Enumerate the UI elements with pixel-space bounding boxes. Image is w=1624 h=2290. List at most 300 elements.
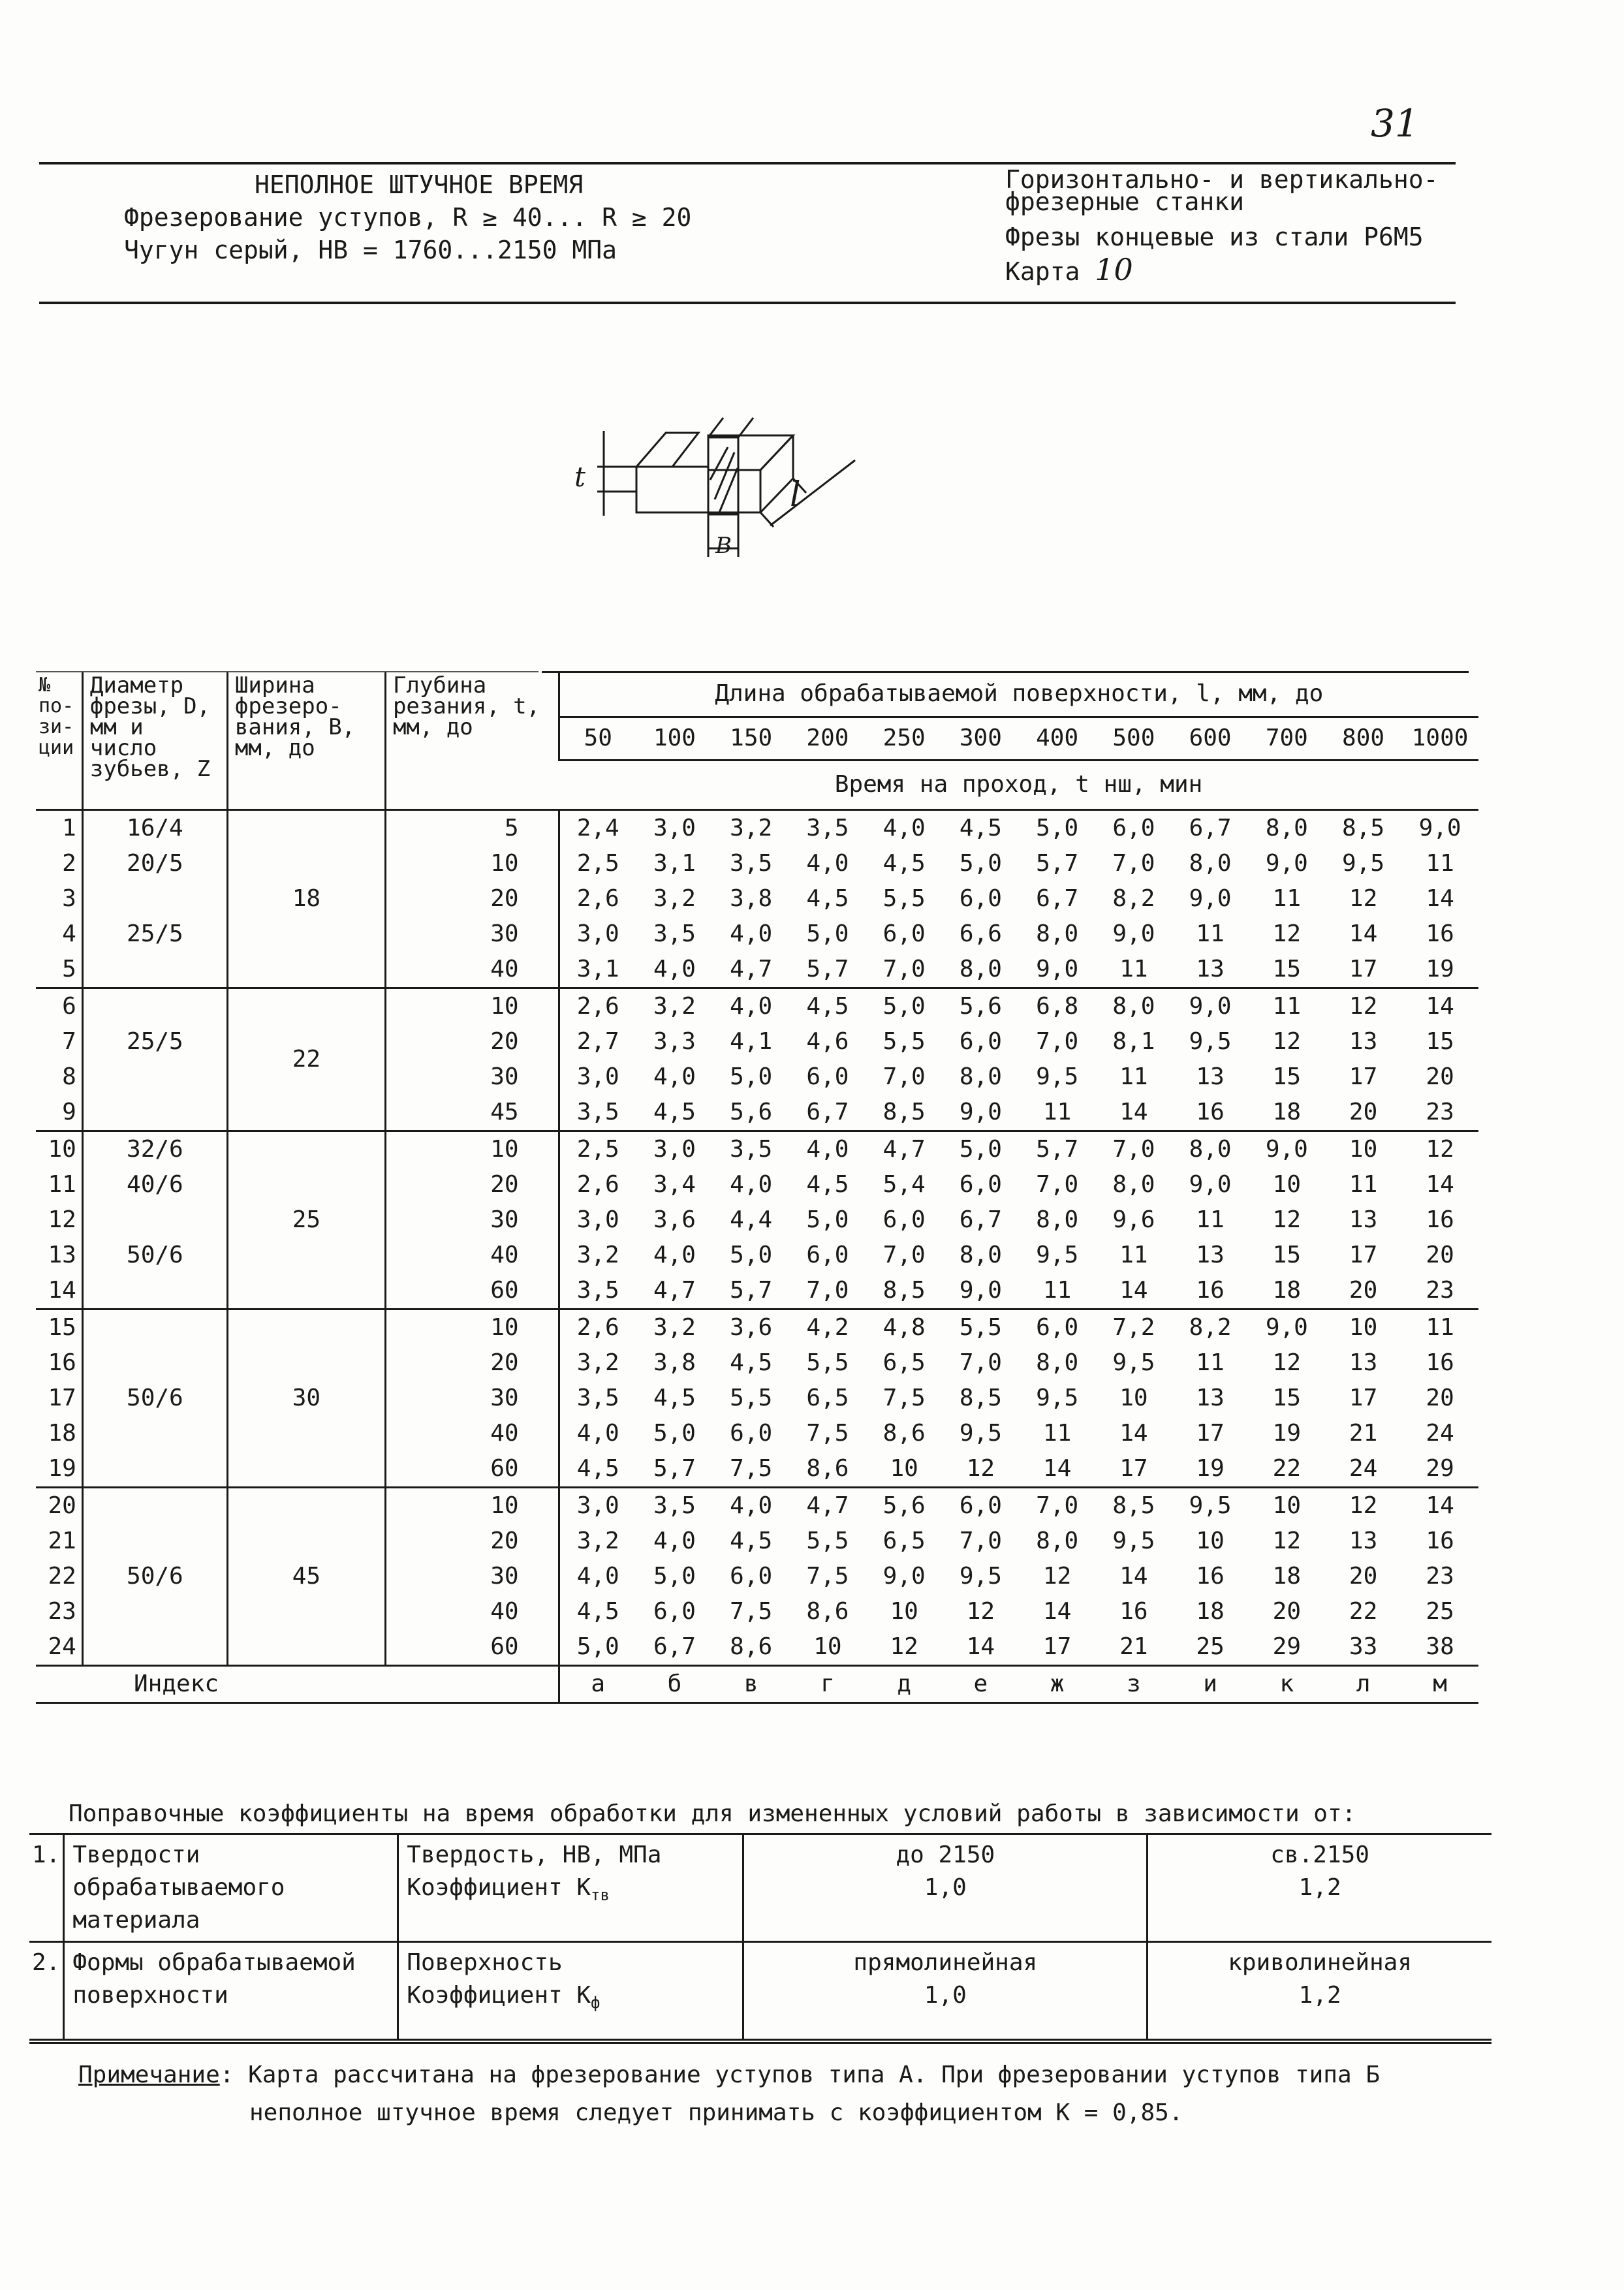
time-value: 14 xyxy=(1095,1273,1172,1310)
index-cell: м xyxy=(1401,1665,1478,1702)
header-operation: Фрезерование уступов, R ≥ 40... R ≥ 20 xyxy=(124,203,692,232)
time-value: 12 xyxy=(1349,885,1378,912)
note-label: Примечание xyxy=(78,2062,220,2088)
header-bottom-rule xyxy=(39,302,1456,304)
coef-opt1-label: до 2150 xyxy=(896,1842,995,1868)
time-value: 9,0 xyxy=(943,1095,1019,1131)
time-value: 11 xyxy=(1426,850,1454,877)
time-value: 3,2 xyxy=(653,993,696,1020)
time-value: 12 xyxy=(1272,920,1302,947)
time-value: 11 xyxy=(1349,1171,1378,1198)
row-diameter: 25/5 xyxy=(82,1024,227,1059)
step-milling-diagram xyxy=(568,401,862,558)
time-value: 3,1 xyxy=(653,850,696,877)
index-label: Индекс xyxy=(36,1665,559,1702)
header-machine-1: Горизонтально- и вертикально- xyxy=(1005,165,1439,194)
row-depth: 45 xyxy=(385,1095,559,1131)
time-value: 3,2 xyxy=(730,815,773,841)
time-value: 8,0 xyxy=(1189,850,1232,877)
row-position: 21 xyxy=(48,1528,76,1554)
length-header-cell: 500 xyxy=(1095,717,1172,760)
length-header-cell: 700 xyxy=(1249,717,1325,760)
time-value: 10 xyxy=(1196,1528,1225,1554)
time-value: 11 xyxy=(1196,1206,1225,1233)
time-value: 2,5 xyxy=(559,846,636,881)
time-value: 3,6 xyxy=(730,1314,773,1341)
time-value: 6,0 xyxy=(806,1063,849,1090)
time-value: 18 xyxy=(1196,1598,1225,1625)
time-value: 17 xyxy=(1349,1385,1378,1411)
time-value: 3,0 xyxy=(559,1202,636,1238)
time-value: 13 xyxy=(1196,1242,1225,1268)
coef-opt2 xyxy=(1148,1834,1491,1942)
time-value: 6,0 xyxy=(959,1028,1002,1055)
row-depth: 20 xyxy=(385,1524,559,1559)
time-value: 6,0 xyxy=(806,1242,849,1268)
time-value: 6,8 xyxy=(1036,993,1079,1020)
row-diameter: 50/6 xyxy=(82,1238,227,1273)
row-depth: 30 xyxy=(385,1202,559,1238)
row-diameter: 20/5 xyxy=(82,846,227,881)
time-value: 5,0 xyxy=(882,993,926,1020)
time-value: 5,7 xyxy=(1036,850,1079,877)
row-position: 22 xyxy=(48,1563,76,1590)
time-value: 3,0 xyxy=(559,1487,636,1524)
time-value: 11 xyxy=(1119,1063,1148,1090)
time-value: 14 xyxy=(1019,1451,1095,1488)
time-value: 8,5 xyxy=(1342,815,1385,841)
time-value: 14 xyxy=(1426,1171,1454,1198)
time-value: 3,5 xyxy=(653,1492,696,1519)
time-value: 8,5 xyxy=(866,1095,943,1131)
header-title: НЕПОЛНОЕ ШТУЧНОЕ ВРЕМЯ xyxy=(255,170,584,199)
time-value: 6,5 xyxy=(882,1528,926,1554)
index-cell: в xyxy=(713,1665,789,1702)
time-value: 7,5 xyxy=(713,1451,789,1488)
time-value: 4,7 xyxy=(636,1273,713,1310)
time-value: 16 xyxy=(1172,1095,1248,1131)
coef-factor: Формы обрабатываемой поверхности xyxy=(64,1942,398,2040)
time-value: 9,5 xyxy=(1036,1385,1079,1411)
row-depth: 20 xyxy=(385,1024,559,1059)
time-value: 2,6 xyxy=(559,1167,636,1202)
workpiece-top-face xyxy=(636,433,698,467)
time-value: 3,5 xyxy=(806,815,849,841)
time-value: 4,0 xyxy=(653,1242,696,1268)
time-value: 38 xyxy=(1401,1629,1478,1666)
time-value: 7,0 xyxy=(866,952,943,988)
time-value: 21 xyxy=(1095,1629,1172,1666)
time-value: 8,0 xyxy=(1112,1171,1155,1198)
time-table xyxy=(36,672,1478,1704)
time-value: 3,5 xyxy=(559,1381,636,1416)
row-position: 15 xyxy=(48,1314,76,1341)
table-row xyxy=(36,1131,1478,1167)
coef-row xyxy=(29,1834,1491,1942)
time-value: 7,0 xyxy=(1036,1028,1079,1055)
time-value: 20 xyxy=(1325,1273,1401,1310)
length-dimension-line xyxy=(770,460,855,525)
time-value: 9,0 xyxy=(1019,952,1095,988)
row-diameter xyxy=(82,952,227,988)
time-value: 6,0 xyxy=(1112,815,1155,841)
length-header-cell: 200 xyxy=(789,717,866,760)
time-value: 4,5 xyxy=(730,1528,773,1554)
time-value: 2,4 xyxy=(559,809,636,846)
row-diameter xyxy=(82,1202,227,1238)
time-value: 14 xyxy=(1349,920,1378,947)
time-value: 18 xyxy=(1249,1273,1325,1310)
time-value: 6,0 xyxy=(959,1492,1002,1519)
time-value: 4,5 xyxy=(959,815,1002,841)
row-depth: 40 xyxy=(385,1594,559,1629)
table-row xyxy=(36,988,1478,1024)
length-header-cell: 400 xyxy=(1019,717,1095,760)
time-value: 4,0 xyxy=(730,1171,773,1198)
time-value: 6,7 xyxy=(636,1629,713,1666)
time-value: 4,7 xyxy=(713,952,789,988)
row-position: 10 xyxy=(48,1136,76,1163)
row-depth: 5 xyxy=(385,809,559,846)
time-value: 14 xyxy=(1119,1420,1148,1447)
row-position: 20 xyxy=(48,1492,76,1519)
time-value: 29 xyxy=(1401,1451,1478,1488)
time-value: 4,0 xyxy=(882,815,926,841)
time-value: 5,0 xyxy=(959,1136,1002,1163)
group-width: 22 xyxy=(227,988,385,1131)
time-value: 10 xyxy=(890,1598,918,1625)
time-value: 13 xyxy=(1349,1349,1378,1376)
time-value: 14 xyxy=(1119,1563,1148,1590)
row-position: 1 xyxy=(62,815,76,841)
time-value: 3,5 xyxy=(559,1273,636,1310)
time-value: 8,2 xyxy=(1189,1314,1232,1341)
note-line-2: неполное штучное время следует принимать с коэффициентом К = 0,85. xyxy=(249,2099,1183,2126)
row-position: 2 xyxy=(62,850,76,877)
time-value: 3,3 xyxy=(653,1028,696,1055)
time-value: 5,5 xyxy=(882,1028,926,1055)
time-value: 14 xyxy=(1042,1598,1072,1625)
coef-opt2-label: криволинейная xyxy=(1228,1949,1413,1976)
time-value: 14 xyxy=(1095,1095,1172,1131)
time-value: 11 xyxy=(1019,1095,1095,1131)
coef-opt1-value: 1,0 xyxy=(924,1982,967,2009)
time-value: 6,7 xyxy=(1189,815,1232,841)
table-row xyxy=(36,1487,1478,1524)
time-value: 16 xyxy=(1426,920,1454,947)
time-value: 6,0 xyxy=(1036,1314,1079,1341)
time-value: 7,0 xyxy=(1036,1492,1079,1519)
time-value: 4,0 xyxy=(730,1492,773,1519)
row-depth: 20 xyxy=(385,1167,559,1202)
time-value: 16 xyxy=(1426,1206,1454,1233)
row-position: 18 xyxy=(48,1420,76,1447)
time-value: 9,0 xyxy=(1418,815,1461,841)
time-value: 19 xyxy=(1401,952,1478,988)
time-value: 6,0 xyxy=(730,1563,773,1590)
time-value: 8,2 xyxy=(1112,885,1155,912)
time-value: 5,5 xyxy=(882,885,926,912)
time-value: 5,6 xyxy=(882,1492,926,1519)
time-value: 17 xyxy=(1349,1063,1378,1090)
coef-opt2-label: св.2150 xyxy=(1270,1842,1369,1868)
row-position: 14 xyxy=(36,1273,82,1310)
header-right xyxy=(1005,165,1439,288)
time-value: 8,6 xyxy=(806,1598,849,1625)
length-header-cell: 150 xyxy=(713,717,789,760)
time-value: 7,0 xyxy=(1112,850,1155,877)
time-value: 9,6 xyxy=(1112,1206,1155,1233)
time-value: 9,0 xyxy=(1189,1171,1232,1198)
time-value: 4,0 xyxy=(806,850,849,877)
row-depth: 30 xyxy=(385,1559,559,1594)
time-value: 7,0 xyxy=(1112,1136,1155,1163)
time-value: 15 xyxy=(1272,1242,1302,1268)
row-diameter xyxy=(82,988,227,1024)
time-value: 6,6 xyxy=(959,920,1002,947)
time-value: 9,5 xyxy=(1036,1063,1079,1090)
header-top-rule xyxy=(39,162,1456,165)
time-value: 3,5 xyxy=(730,850,773,877)
row-diameter xyxy=(82,1059,227,1095)
col-header-pos: № по- зи- ции xyxy=(36,672,82,809)
time-value: 10 xyxy=(789,1629,866,1666)
time-value: 24 xyxy=(1426,1420,1454,1447)
time-value: 12 xyxy=(966,1598,995,1625)
index-cell: л xyxy=(1325,1665,1401,1702)
time-value: 4,7 xyxy=(806,1492,849,1519)
row-position: 23 xyxy=(48,1598,76,1625)
coef-opt2-value: 1,2 xyxy=(1298,1874,1341,1901)
time-value: 13 xyxy=(1196,1063,1225,1090)
time-value: 5,6 xyxy=(959,993,1002,1020)
time-value: 15 xyxy=(1426,1028,1454,1055)
time-value: 12 xyxy=(1272,1028,1302,1055)
time-value: 8,0 xyxy=(1036,1528,1079,1554)
row-position: 19 xyxy=(36,1451,82,1488)
row-position: 11 xyxy=(48,1171,76,1198)
row-depth: 10 xyxy=(385,988,559,1024)
row-position: 7 xyxy=(62,1028,76,1055)
row-diameter: 32/6 xyxy=(82,1131,227,1167)
coef-param xyxy=(398,1834,743,1942)
time-value: 3,0 xyxy=(559,1059,636,1095)
time-value: 16 xyxy=(1119,1598,1148,1625)
time-value: 11 xyxy=(1272,993,1302,1020)
time-value: 16 xyxy=(1426,1528,1454,1554)
time-value: 29 xyxy=(1249,1629,1325,1666)
time-value: 12 xyxy=(1426,1136,1454,1163)
time-value: 13 xyxy=(1172,952,1248,988)
time-value: 12 xyxy=(1349,993,1378,1020)
index-cell: е xyxy=(943,1665,1019,1702)
time-value: 13 xyxy=(1196,1385,1225,1411)
time-value: 20 xyxy=(1426,1385,1454,1411)
time-value: 12 xyxy=(1349,1492,1378,1519)
time-value: 13 xyxy=(1349,1528,1378,1554)
time-value: 15 xyxy=(1272,1063,1302,1090)
row-depth: 10 xyxy=(385,1309,559,1345)
time-value: 23 xyxy=(1426,1563,1454,1590)
time-value: 7,0 xyxy=(882,1242,926,1268)
time-value: 5,5 xyxy=(730,1385,773,1411)
time-value: 9,0 xyxy=(1189,885,1232,912)
group-width: 30 xyxy=(227,1309,385,1487)
header-left xyxy=(124,168,691,266)
row-diameter: 25/5 xyxy=(82,917,227,952)
time-value: 2,5 xyxy=(559,1131,636,1167)
time-value: 6,0 xyxy=(882,1206,926,1233)
time-value: 7,0 xyxy=(959,1528,1002,1554)
time-value: 22 xyxy=(1249,1451,1325,1488)
time-value: 5,5 xyxy=(806,1528,849,1554)
time-value: 8,0 xyxy=(1265,815,1308,841)
table-row xyxy=(36,1309,1478,1345)
index-cell: и xyxy=(1172,1665,1248,1702)
time-value: 5,7 xyxy=(636,1451,713,1488)
coef-table xyxy=(29,1833,1491,2041)
row-diameter xyxy=(82,1273,227,1310)
row-depth: 10 xyxy=(385,846,559,881)
table-row xyxy=(36,809,1478,846)
index-row xyxy=(36,1665,1478,1702)
row-diameter xyxy=(82,1594,227,1629)
time-value: 12 xyxy=(943,1451,1019,1488)
time-value: 17 xyxy=(1349,1242,1378,1268)
time-value: 6,7 xyxy=(1036,885,1079,912)
time-value: 11 xyxy=(1119,1242,1148,1268)
time-value: 12 xyxy=(866,1629,943,1666)
time-value: 3,2 xyxy=(559,1345,636,1381)
header-tool: Фрезы концевые из стали Р6М5 xyxy=(1005,223,1424,251)
coef-opt2 xyxy=(1148,1942,1491,2040)
time-value: 4,5 xyxy=(806,1171,849,1198)
time-value: 16 xyxy=(1196,1563,1225,1590)
time-value: 20 xyxy=(1349,1563,1378,1590)
time-value: 9,0 xyxy=(882,1563,926,1590)
time-value: 13 xyxy=(1349,1028,1378,1055)
time-value: 9,0 xyxy=(1189,993,1232,1020)
time-value: 9,5 xyxy=(1036,1242,1079,1268)
row-diameter: 40/6 xyxy=(82,1167,227,1202)
time-value: 3,6 xyxy=(653,1206,696,1233)
time-value: 8,5 xyxy=(959,1385,1002,1411)
time-value: 5,5 xyxy=(806,1349,849,1376)
coef-param-label: Коэффициент К xyxy=(407,1982,591,2009)
time-value: 5,7 xyxy=(1036,1136,1079,1163)
time-value: 14 xyxy=(943,1629,1019,1666)
coef-param-line-2 xyxy=(407,1872,734,1911)
col-header-length: Длина обрабатываемой поверхности, l, мм, до xyxy=(559,672,1478,717)
time-value: 8,6 xyxy=(882,1420,926,1447)
time-value: 5,0 xyxy=(959,850,1002,877)
time-value: 9,0 xyxy=(943,1273,1019,1310)
time-value: 9,5 xyxy=(959,1563,1002,1590)
time-value: 11 xyxy=(1272,885,1302,912)
time-value: 17 xyxy=(1095,1451,1172,1488)
time-value: 9,5 xyxy=(1189,1492,1232,1519)
time-value: 7,5 xyxy=(806,1420,849,1447)
row-diameter xyxy=(82,1416,227,1451)
time-value: 12 xyxy=(1042,1563,1072,1590)
time-value: 10 xyxy=(1272,1171,1302,1198)
time-value: 11 xyxy=(1196,920,1225,947)
time-value: 3,2 xyxy=(653,1314,696,1341)
row-position: 13 xyxy=(48,1242,76,1268)
row-position: 9 xyxy=(36,1095,82,1131)
time-value: 4,5 xyxy=(882,850,926,877)
coef-row xyxy=(29,1942,1491,2040)
coef-param-label: Коэффициент К xyxy=(407,1874,591,1901)
group-width: 45 xyxy=(227,1487,385,1665)
time-value: 11 xyxy=(1196,1349,1225,1376)
row-diameter xyxy=(82,881,227,917)
time-value: 3,1 xyxy=(559,952,636,988)
note-line-1: : Карта рассчитана на фрезерование уступов типа А. При фрезеровании уступов типа Б xyxy=(219,2062,1381,2088)
time-value: 3,0 xyxy=(559,917,636,952)
time-value: 20 xyxy=(1426,1242,1454,1268)
coef-num: 2. xyxy=(29,1942,64,2040)
time-value: 7,0 xyxy=(959,1349,1002,1376)
group-width: 25 xyxy=(227,1131,385,1309)
coef-opt2-value: 1,2 xyxy=(1298,1982,1341,2009)
time-value: 4,6 xyxy=(806,1028,849,1055)
col-header-depth: Глубина резания, t, мм, до xyxy=(385,672,559,809)
col-header-width: Ширина фрезеро- вания, В, мм, до xyxy=(227,672,385,809)
time-value: 3,2 xyxy=(559,1524,636,1559)
coef-param-sub: тв xyxy=(591,1886,610,1905)
row-depth: 30 xyxy=(385,1381,559,1416)
time-value: 14 xyxy=(1426,885,1454,912)
header-material: Чугун серый, НВ = 1760...2150 МПа xyxy=(124,236,617,264)
time-value: 10 xyxy=(866,1451,943,1488)
time-value: 10 xyxy=(1349,1136,1378,1163)
time-value: 20 xyxy=(1272,1598,1302,1625)
time-value: 4,5 xyxy=(806,993,849,1020)
time-value: 8,0 xyxy=(1036,920,1079,947)
group-width: 18 xyxy=(227,809,385,988)
time-value: 10 xyxy=(1119,1385,1148,1411)
row-depth: 40 xyxy=(385,1238,559,1273)
time-value: 14 xyxy=(1426,1492,1454,1519)
time-value: 14 xyxy=(1426,993,1454,1020)
time-value: 4,0 xyxy=(559,1559,636,1594)
time-value: 4,0 xyxy=(653,1063,696,1090)
row-position: 5 xyxy=(36,952,82,988)
row-position: 8 xyxy=(62,1063,76,1090)
time-value: 7,0 xyxy=(882,1063,926,1090)
time-value: 20 xyxy=(1325,1095,1401,1131)
time-value: 6,0 xyxy=(730,1420,773,1447)
coef-opt1 xyxy=(743,1834,1148,1942)
time-value: 4,0 xyxy=(730,920,773,947)
row-diameter xyxy=(82,1345,227,1381)
row-depth: 10 xyxy=(385,1131,559,1167)
time-value: 4,5 xyxy=(559,1594,636,1629)
time-value: 4,2 xyxy=(806,1314,849,1341)
row-position: 4 xyxy=(62,920,76,947)
time-value: 17 xyxy=(1019,1629,1095,1666)
time-value: 5,6 xyxy=(713,1095,789,1131)
time-value: 9,0 xyxy=(1265,850,1308,877)
diagram-label-l: l xyxy=(790,475,801,514)
time-value: 8,0 xyxy=(1036,1349,1079,1376)
time-value: 4,0 xyxy=(559,1416,636,1451)
time-value: 11 xyxy=(1042,1420,1072,1447)
row-depth: 40 xyxy=(385,1416,559,1451)
time-value: 4,5 xyxy=(806,885,849,912)
length-header-cell: 600 xyxy=(1172,717,1248,760)
